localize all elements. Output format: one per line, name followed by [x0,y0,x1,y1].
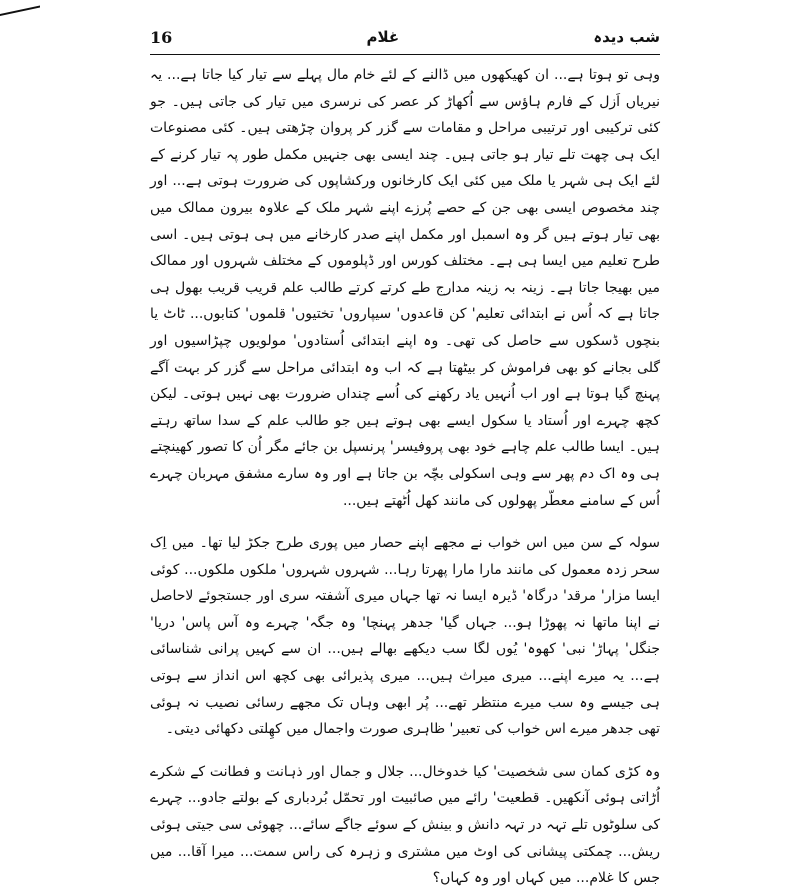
paragraph-3: وہ کڑی کمان سی شخصیت' کیا خدوخال... جلال و جمال اور ذہانت و فطانت کے شکرے اُڑاتی ہوئی آنکھیں۔ قطعیت' رائے میں صائبیت اور تحمّل بُردباری کے بولتے جادو... چہرے کی سلوٹوں تلے تہہ در تہہ دانش و بینش کے سوئے جاگے سائے... چھوئی سی جیتی ہوئی ریش... چمکتی پیشانی کی اوٹ میں مشتری و زہرہ کی راس سمت... میرا آقا... میں جس کا غلام... میں کہاں اور وہ کہاں؟ [150,763,660,887]
paragraph-1: وہی تو ہوتا ہے... ان کھیکھوں میں ڈالنے کے لئے خام مال پہلے سے تیار کیا جاتا ہے... یہ نیریاں اَزل کے فارم ہاؤس سے اُکھاڑ کر عصر کی نرسری میں تیار کی جاتی ہیں۔ جو کئی ترکیبی اور ترتیبی مراحل و مقامات سے گزر کر پروان چڑھتی ہیں۔ کئی مصنوعات ایک ہی چھت تلے تیار ہو جاتی ہیں۔ چند ایسی بھی جنہیں مکمل طور پہ تیار کرنے کے لئے ایک ہی شہر یا ملک میں کئی ایک کارخانوں ورکشاپوں کی ضرورت ہوتی ہے... اور چند مخصوص ایسی بھی جن کے حصے پُرزے اپنے شہر ملک کے علاوہ بیرون ممالک میں بھی تیار ہوتے ہیں گر وہ اسمبل اور مکمل اپنے صدر کارخانے میں ہی ہوتی ہیں۔ اسی طرح تعلیم میں ایسا ہی ہے۔ مختلف کورس اور ڈپلوموں کے مختلف شہروں اور ممالک میں بھیجا جاتا ہے۔ زینہ بہ زینہ مدارج طے کرتے کرتے طالب علم قریب قریب بھول ہی جاتا ہے کہ اُس نے ابتدائی تعلیم' کن قاعدوں' سیپاروں' تختیوں' قلموں' کتابوں... ٹاٹ یا بنچوں ڈسکوں سے حاصل کی تھی۔ وہ اپنے ابتدائی اُستادوں' مولویوں چپڑاسیوں اور گلی بجانے کو بھی فراموش کر بیٹھتا ہے کہ اب وہ ابتدائی مراحل سے گزر کر بہت آگے پہنچ گیا ہوتا ہے اور اب اُنہیں یاد رکھنے کی اُسے چنداں ضرورت بھی نہیں ہوتی۔ لیکن کچھ چہرے اور اُستاد یا سکول ایسے بھی ہوتے ہیں جو طالب علم کے سدا ساتھ رہتے ہیں۔ ایسا طالب علم چاہے خود بھی پروفیسر' پرنسپل بن جائے مگر اُن کا تصور کھینچتے ہی وہ اک دم پھر سے وہی اسکولی بچّہ بن جاتا ہے اور وہ سارے مشفق مہربان چہرے اُس کے سامنے معطّر پھولوں کی مانند کھل اُٹھتے ہیں... [150,67,660,509]
corner-mark [0,0,40,16]
page-body [150,62,660,887]
paragraph-2: سولہ کے سن میں اس خواب نے مجھے اپنے حصار میں پوری طرح جکڑ لیا تھا۔ میں اِک سحر زدہ معمول کی مانند مارا مارا پھرتا رہا... شہروں شہروں' ملکوں ملکوں... کوئی ایسا مزار' مرقد' درگاہ' ڈیرہ ایسا نہ تھا جہاں میری آشفتہ سری اور جستجوئے لاحاصل نے اپنا ماتھا نہ پھوڑا ہو... جہاں گیا' جدھر پہنچا' وہ جگہ' چہرے وہ آس پاس' دریا' جنگل' پہاڑ' نبی' کھوہ' یُوں لگا سب دیکھے بھالے ہیں... ان سے کہیں پرانی شناسائی ہے... یہ میرے اپنے... میری میراث ہیں... میری پذیرائی بھی کچھ اس انداز سے ہوتی ہی جیسے وہ سب میرے منتظر تھے... پُر ابھی وہاں تک مجھے رسائی نصیب نہ ہوئی تھی جدھر میرے اس خواب کی تعبیر' ظاہری صورت واجمال میں کھِلتی دکھائی دیتی۔ [150,535,660,738]
page-number: 16 [150,27,173,47]
chapter-title: غلام [366,28,400,46]
page-header [150,20,660,55]
book-title: شب دیدہ [593,28,660,46]
